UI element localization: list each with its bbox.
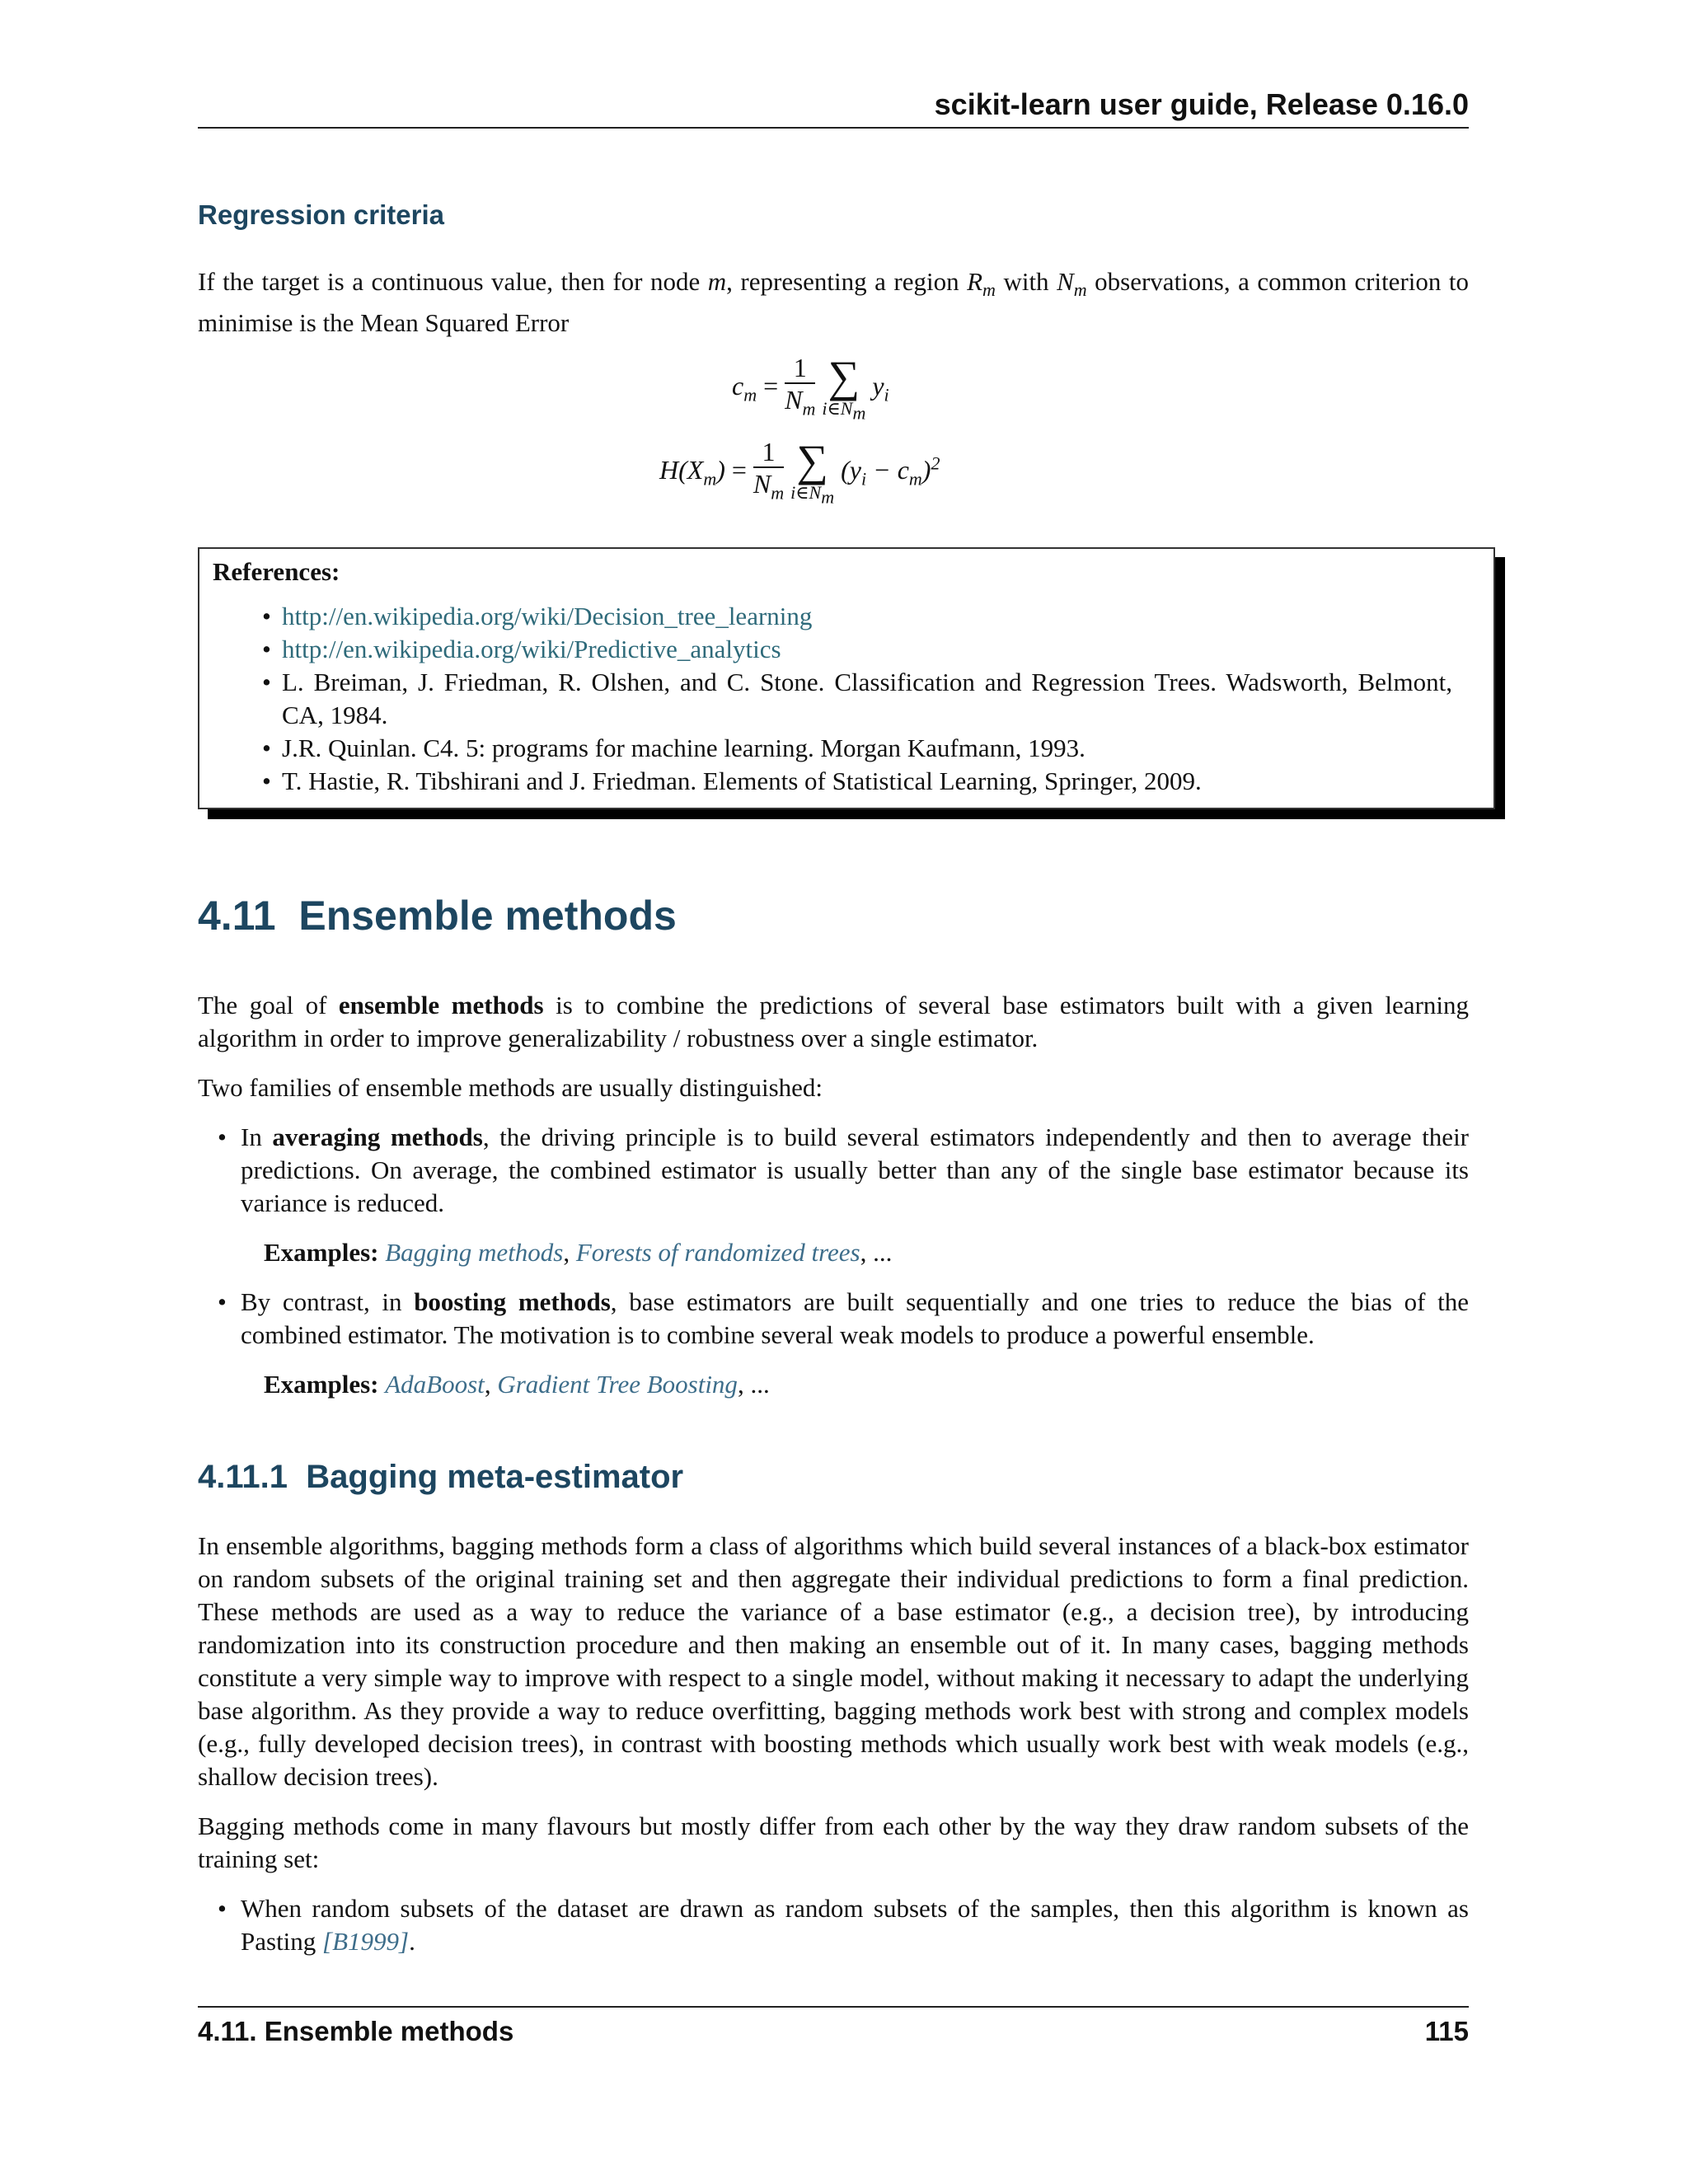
reference-link-decision-tree[interactable]: http://en.wikipedia.org/wiki/Decision_tree_learning <box>282 602 813 630</box>
ensemble-intro: The goal of ensemble methods is to combine the predictions of several base estimators built with a given learning algorithm in order to improve generalizability / robustness over a single estimator. <box>198 991 1470 1052</box>
bagging-paragraph: In ensemble algorithms, bagging methods form a class of algorithms which build several instances of a black-box estimator on random subsets of the original training set and then aggregate their individual predictions to form a final prediction. These methods are used as a way to reduce the variance of a base estimator (e.g., a decision tree), by introducing randomization into its construction procedure and then making an ensemble out of it. In many cases, bagging methods constitute a very simple way to improve with respect to a single model, without making it necessary to adapt the underlying base algorithm. As they provide a way to reduce overfitting, bagging methods work best with strong and complex models (e.g., fully developed decision trees), in contrast with boosting methods which usually work best with weak models (e.g., shallow decision trees). <box>198 1531 1469 1791</box>
formula-mse: $H(X_m)$ = $\frac{1}{N_m}$ ∑ $i\in N_m$ $(y_i - c_m)^2$ <box>659 436 940 508</box>
reference-link-predictive-analytics[interactable]: http://en.wikipedia.org/wiki/Predictive_analytics <box>282 635 781 663</box>
examples-boosting: Examples: AdaBoost, Gradient Tree Boosting, ... <box>264 1370 770 1399</box>
reference-item <box>282 600 1452 633</box>
link-forests-randomized-trees[interactable]: Forests of randomized trees <box>575 1238 860 1267</box>
references-box <box>198 547 1495 809</box>
reference-item: • J.R. Quinlan. C4. 5: programs for machine learning. Morgan Kaufmann, 1993. <box>282 732 1452 765</box>
formula-mean: $c_m$ = $\frac{1}{N_m}$ ∑ $i\in N_m$ $y_i$ <box>732 352 889 424</box>
subsection-heading: 4.11.1 Bagging meta-estimator <box>198 1459 684 1495</box>
families-intro: Two families of ensemble methods are usually distinguished: <box>198 1073 823 1102</box>
reference-item: • T. Hastie, R. Tibshirani and J. Friedman. Elements of Statistical Learning, Springer, 2009. <box>282 765 1452 798</box>
link-bagging-methods[interactable]: Bagging methods <box>385 1238 564 1267</box>
link-gradient-tree-boosting[interactable]: Gradient Tree Boosting <box>497 1370 738 1399</box>
bagging-flavours-paragraph: Bagging methods come in many flavours but mostly differ from each other by the way they draw random subsets of the training set: <box>198 1811 1469 1873</box>
references-title: References: <box>213 557 340 586</box>
page-number: 115 <box>1424 2016 1469 2046</box>
examples-averaging: Examples: Bagging methods, Forests of randomized trees, ... <box>264 1238 893 1267</box>
section-heading: 4.11 Ensemble methods <box>198 893 677 939</box>
link-adaboost[interactable]: AdaBoost <box>385 1370 485 1399</box>
running-header: scikit-learn user guide, Release 0.16.0 <box>198 87 1469 129</box>
regression-criteria-heading: Regression criteria <box>198 199 444 230</box>
reference-item: • L. Breiman, J. Friedman, R. Olshen, and C. Stone. Classification and Regression Trees. Wadsworth, Belmont, CA, 1984. <box>282 666 1452 732</box>
citation-b1999[interactable]: [B1999] <box>322 1927 410 1956</box>
regression-intro: If the target is a continuous value, then for node m, representing a region $R_m$ with $N_m$ observations, a common criterion to minimise is the Mean Squared Error <box>198 267 1470 338</box>
references-list <box>213 600 1452 798</box>
bullet-averaging: • In averaging methods, the driving principle is to build several estimators independently and then to average their predictions. On average, the combined estimator is usually better than any of the single base estimator because its variance is reduced. <box>218 1122 1469 1217</box>
bullet-boosting: • By contrast, in boosting methods, base estimators are built sequentially and one tries to reduce the bias of the combined estimator. The motivation is to combine several weak models to produce a powerful ensemble. <box>218 1287 1470 1349</box>
page-footer <box>198 2006 1469 2047</box>
footer-section: 4.11. Ensemble methods <box>198 2016 514 2046</box>
bullet-pasting: • When random subsets of the dataset are drawn as random subsets of the samples, then this algorithm is known as Pasting [B1999]. <box>218 1894 1469 1956</box>
reference-item <box>282 633 1452 666</box>
